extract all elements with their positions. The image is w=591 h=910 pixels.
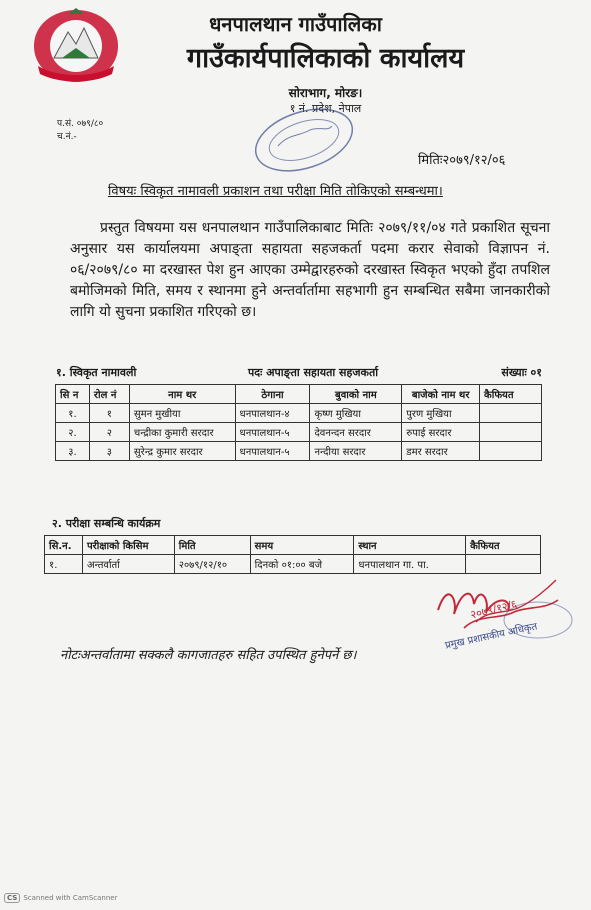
col-serial: सि.न. [45,536,83,555]
col-father: बुवाको नाम [310,385,402,404]
cell-roll: १ [89,404,129,423]
office-name: गाउँकार्यपालिकाको कार्यालय [186,43,465,74]
cell-serial: ३. [56,442,90,461]
cell-time: दिनको ०१:०० बजे [250,555,354,574]
cell-father: नन्दीया सरदार [310,442,402,461]
cell-roll: २ [89,423,129,442]
cell-serial: १. [45,555,83,574]
col-grandfather: बाजेको नाम थर [402,385,480,404]
col-remarks: कैफियत [466,536,541,555]
col-remarks: कैफियत [480,385,542,404]
cell-father: कृष्ण मुखिया [310,404,402,423]
cell-remarks [480,423,542,442]
note-text: नोटःअन्तर्वातामा सक्कलै कागजातहरु सहित उपस्थित हुनेपर्ने छ। [60,648,357,663]
reference-number: प.सं. ०७९/८० [57,119,104,129]
col-roll: रोल नं [89,385,129,404]
cell-father: देवनन्दन सरदार [310,423,402,442]
cell-grandfather: डमर सरदार [402,442,480,461]
col-exam-type: परीक्षाको किसिम [82,536,174,555]
cell-roll: ३ [89,442,129,461]
subject-line: विषयः स्विकृत नामावली प्रकाशन तथा परीक्षा मिति तोकिएको सम्बन्धमा। [108,184,443,199]
cell-remarks [480,442,542,461]
scanner-footer [4,893,117,903]
table-row [56,404,542,423]
section1-count: संख्याः ०१ [501,366,542,379]
office-province: १ नं. प्रदेश, नेपाल [289,102,362,115]
section1-heading: १. स्विकृत नामावली [56,366,137,379]
col-date: मिति [174,536,250,555]
signatory-title: प्रमुख प्रशासकीय अधिकृत [444,621,539,652]
cell-exam-type: अन्तर्वार्ता [82,555,174,574]
scanner-text: Scanned with CamScanner [23,894,118,902]
officer-signature [428,570,578,670]
cell-serial: २. [56,423,90,442]
table-row [56,442,542,461]
cell-address: धनपालथान-५ [235,442,310,461]
col-time: समय [250,536,354,555]
notice-body: प्रस्तुत विषयमा यस धनपालथान गाउँपालिकाबाट मितिः २०७९/११/०४ गते प्रकाशित सूचना अनुसार यस कार्यालयमा अपाङ्ता सहायता सहजकर्ता पदमा करार सेवाको विज्ञापन नं. ०६/२०७९/८० मा दरखास्त पेश हुन आएका उम्मेद्वारहरुको दरखास्त स्विकृत भएको हुँदा तपशिल बमोजिमको मिति, समय र स्थानमा हुने अन्तर्वार्तामा सहभागी हुन सम्बन्धित सबैमा जानकारीको लागि यो सुचना प्रकाशित गरिएको छ। [70,220,550,320]
cell-name: चन्द्रीका कुमारी सरदार [129,423,235,442]
cell-address: धनपालथान-४ [235,404,310,423]
cell-serial: १. [56,404,90,423]
section2-heading: २. परीक्षा सम्बन्धि कार्यक्रम [52,517,161,530]
cell-remarks [480,404,542,423]
approved-candidates-table [55,384,542,461]
cell-address: धनपालथान-५ [235,423,310,442]
office-stamp [248,106,360,176]
col-address: ठेगाना [235,385,310,404]
issue-date: मितिः२०७९/१२/०६ [418,153,506,168]
dispatch-number: च.नं.- [57,132,77,142]
col-serial: सि न [56,385,90,404]
reference-block [57,118,103,144]
col-venue: स्थान [354,536,466,555]
table-header-row [45,536,541,555]
cell-grandfather: पुरण मुखिया [402,404,480,423]
signature-date: २०७९/१२/६ [469,597,519,622]
cell-name: सुरेन्द्र कुमार सरदार [129,442,235,461]
table-row [56,423,542,442]
section1-post: पदः अपाङ्ता सहायता सहजकर्ता [248,366,379,379]
table-header-row [56,385,542,404]
exam-schedule-table [44,535,541,574]
municipality-name: धनपालथान गाउँपालिका [209,12,382,36]
cell-date: २०७९/१२/१० [174,555,250,574]
cell-grandfather: रुपाई सरदार [402,423,480,442]
camscanner-icon: CS [4,893,20,903]
cell-venue: धनपालथान गा. पा. [354,555,466,574]
office-address: सोराभाग, मोरङ। [288,86,363,100]
cell-name: सुमन मुखीया [129,404,235,423]
col-name: नाम थर [129,385,235,404]
